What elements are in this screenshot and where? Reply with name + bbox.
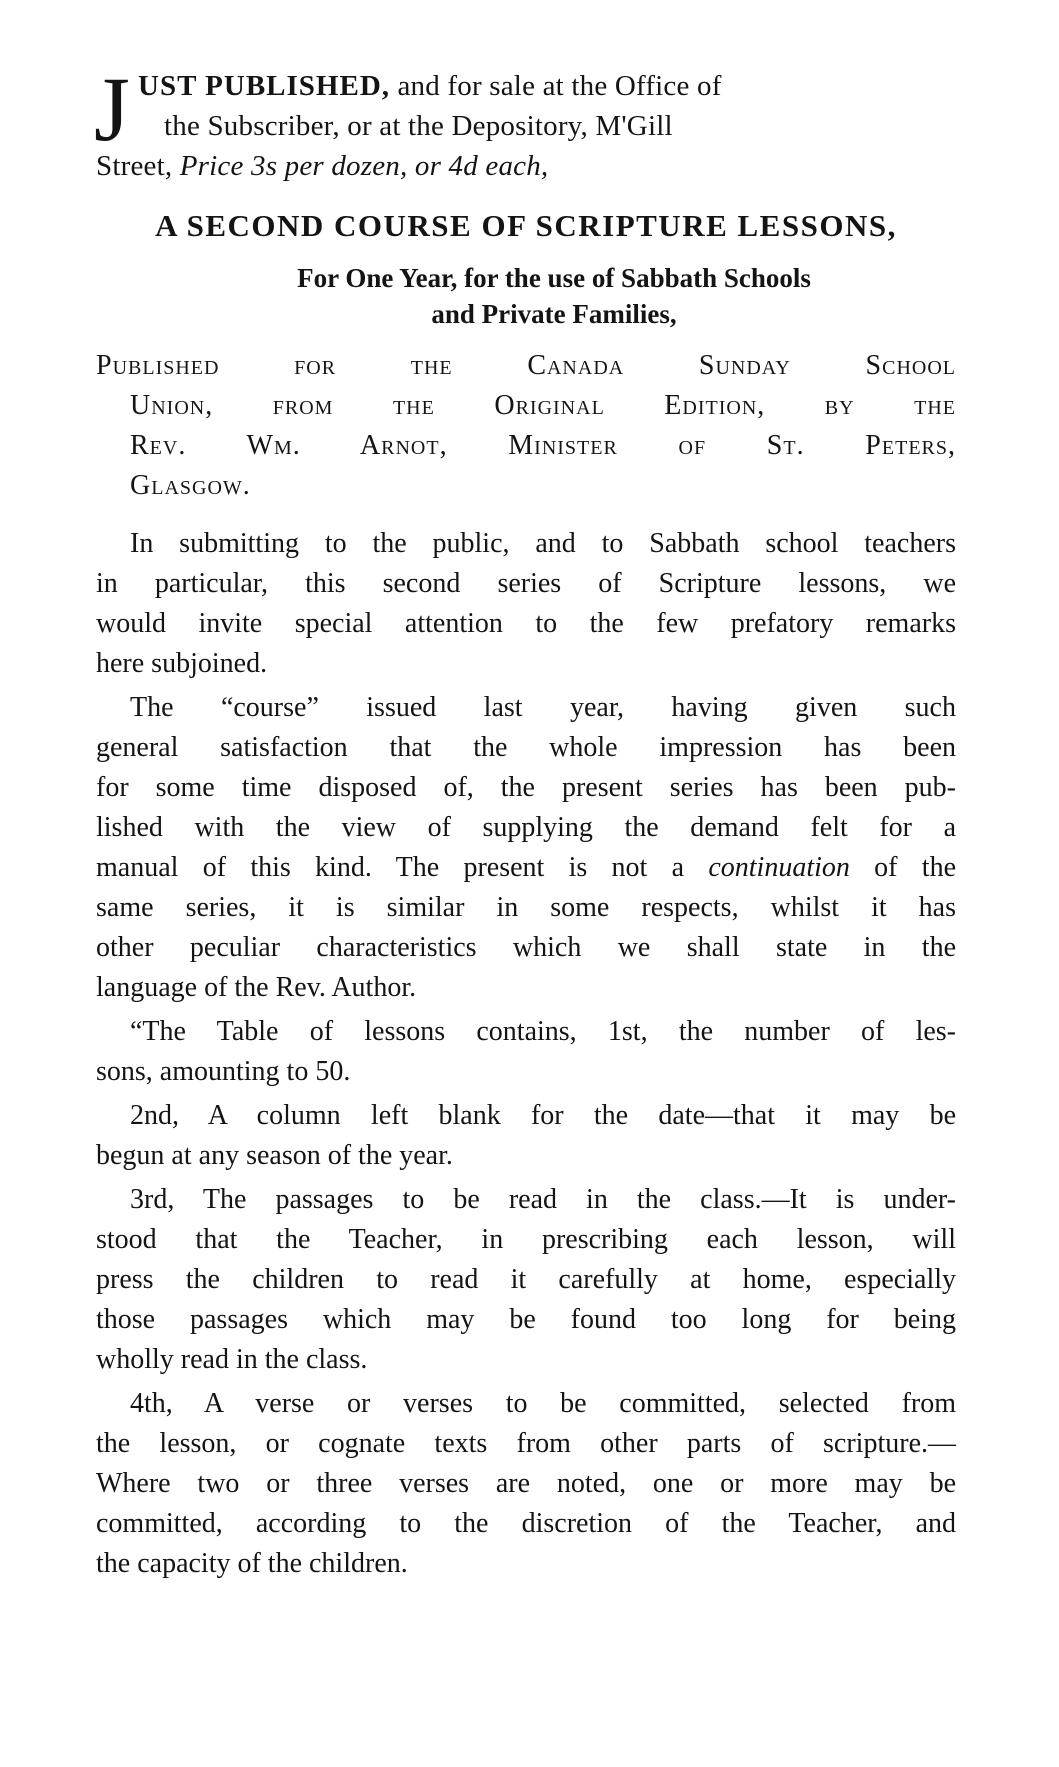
paragraph-third-point xyxy=(96,1180,956,1380)
subtitle-line-1: For One Year, for the use of Sabbath Schools xyxy=(297,263,811,293)
body-line xyxy=(96,848,956,888)
body-line: for some time disposed of, the present series has been pub- xyxy=(96,772,956,803)
publisher-line-1: Published for the Canada Sunday School xyxy=(96,350,956,381)
newspaper-advertisement xyxy=(94,58,956,1588)
header-line-2: the Subscriber, or at the Depository, M'Gill xyxy=(164,110,673,142)
body-line: The “course” issued last year, having given such xyxy=(130,692,956,723)
advert-header xyxy=(94,58,956,186)
body-line: 3rd, The passages to be read in the class.—It is under- xyxy=(130,1184,956,1215)
header-line-1 xyxy=(96,66,956,106)
publisher-block xyxy=(96,346,956,506)
body-line: “The Table of lessons contains, 1st, the number of les- xyxy=(130,1016,956,1047)
body-line: same series, it is similar in some respects, whilst it has xyxy=(96,892,956,923)
paragraph-second-point xyxy=(96,1096,956,1176)
price-text: Price 3s per dozen, or 4d each, xyxy=(179,150,549,182)
body-line: press the children to read it carefully at home, especially xyxy=(96,1264,956,1295)
body-line: begun at any season of the year. xyxy=(96,1140,453,1171)
body-line: here subjoined. xyxy=(96,648,268,679)
publisher-line-4: Glasgow. xyxy=(130,470,251,501)
body-line: stood that the Teacher, in prescribing each lesson, will xyxy=(96,1224,956,1255)
paragraph-course xyxy=(96,688,956,1008)
publisher-line-3: Rev. Wm. Arnot, Minister of St. Peters, xyxy=(130,430,956,461)
body-line: sons, amounting to 50. xyxy=(96,1056,351,1087)
publisher-line-2: Union, from the Original Edition, by the xyxy=(130,390,956,421)
body-text-segment: of the xyxy=(849,852,956,883)
paragraph-table-of-lessons xyxy=(96,1012,956,1092)
advert-body xyxy=(96,524,956,1584)
paragraph-intro xyxy=(96,524,956,684)
body-line: those passages which may be found too long for being xyxy=(96,1304,956,1335)
body-line: would invite special attention to the few prefatory remarks xyxy=(96,608,956,639)
body-line: Where two or three verses are noted, one or more may be xyxy=(96,1468,956,1499)
body-line: 4th, A verse or verses to be committed, selected from xyxy=(130,1388,956,1419)
book-title: A SECOND COURSE OF SCRIPTURE LESSONS, xyxy=(155,208,897,243)
drop-cap: J xyxy=(94,58,131,160)
body-line: 2nd, A column left blank for the date—that it may be xyxy=(130,1100,956,1131)
body-line: committed, according to the discretion of the Teacher, and xyxy=(96,1508,956,1539)
body-line: wholly read in the class. xyxy=(96,1344,368,1375)
body-text-segment: manual of this kind. The present is not a xyxy=(96,852,709,883)
header-line-3-start: Street, xyxy=(96,150,180,182)
body-line: In submitting to the public, and to Sabbath school teachers xyxy=(130,528,956,559)
body-line: general satisfaction that the whole impression has been xyxy=(96,732,956,763)
book-subtitle xyxy=(96,260,956,332)
body-line: the capacity of the children. xyxy=(96,1548,408,1579)
body-line: lished with the view of supplying the demand felt for a xyxy=(96,812,956,843)
emphasis-continuation: continuation xyxy=(708,852,850,883)
body-line: the lesson, or cognate texts from other parts of scripture.— xyxy=(96,1428,956,1459)
subtitle-line-2: and Private Families, xyxy=(431,299,677,329)
body-line: language of the Rev. Author. xyxy=(96,972,417,1003)
header-line-1-rest: and for sale at the Office of xyxy=(390,70,722,102)
header-line-3 xyxy=(96,146,956,186)
paragraph-fourth-point xyxy=(96,1384,956,1584)
body-line: in particular, this second series of Scripture lessons, we xyxy=(96,568,956,599)
just-published-heading: UST PUBLISHED, xyxy=(138,70,391,102)
body-line: other peculiar characteristics which we shall state in the xyxy=(96,932,956,963)
